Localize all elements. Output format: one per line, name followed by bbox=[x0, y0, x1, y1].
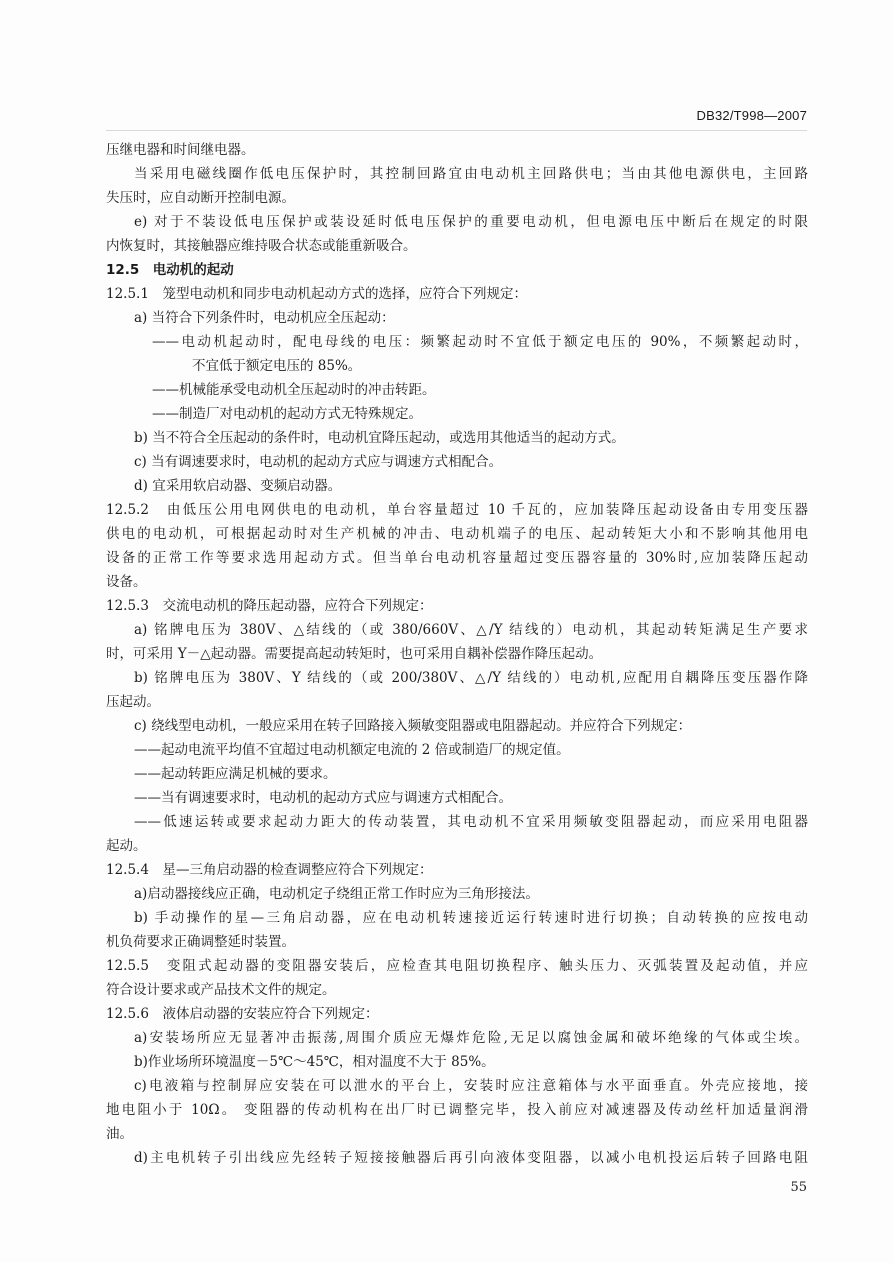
dash-item: ——制造厂对电动机的起动方式无特殊规定。 bbox=[152, 406, 422, 422]
dash-item: ——机械能承受电动机全压起动时的冲击转距。 bbox=[152, 382, 436, 398]
text-line: 失压时，应自动断开控制电源。 bbox=[106, 190, 295, 206]
list-item: b)作业场所环境温度－5℃～45℃，相对温度不大于 85%。 bbox=[134, 1054, 495, 1070]
text-line: 不宜低于额定电压的 85%。 bbox=[192, 358, 362, 374]
list-item: a)安装场所应无显著冲击振荡,周围介质应无爆炸危险,无足以腐蚀金属和破坏绝缘的气体或尘埃。 bbox=[134, 1030, 808, 1046]
text-line: 起动。 bbox=[106, 838, 147, 854]
list-item: a) 当符合下列条件时，电动机应全压起动： bbox=[134, 310, 395, 326]
list-item: c) 当有调速要求时，电动机的起动方式应与调速方式相配合。 bbox=[134, 454, 503, 470]
list-item: b) 铭牌电压为 380V、Y 结线的（或 200/380V、△/Y 结线的）电动机,应配用自耦降压变压器作降 bbox=[134, 670, 808, 686]
text-line: 压起动。 bbox=[106, 694, 160, 710]
text-line: 符合设计要求或产品技术文件的规定。 bbox=[106, 982, 336, 998]
dash-item: ——电动机起动时，配电母线的电压：频繁起动时不宜低于额定电压的 90%，不频繁起动时， bbox=[152, 334, 808, 350]
text-line: 供电的电动机，可根据起动时对生产机械的冲击、电动机端子的电压、起动转矩大小和不影响其他用电 bbox=[106, 526, 808, 542]
clause-line: 12.5.5 变阻式起动器的变阻器安装后，应检查其电阻切换程序、触头压力、灭弧装置及起动值，并应 bbox=[106, 958, 808, 974]
dash-item: ——起动转距应满足机械的要求。 bbox=[134, 766, 337, 782]
text-line: 当采用电磁线圈作低电压保护时，其控制回路宜由电动机主回路供电；当由其他电源供电，主回路 bbox=[134, 166, 808, 182]
list-item: a)启动器接线应正确，电动机定子绕组正常工作时应为三角形接法。 bbox=[134, 886, 539, 902]
text-line: 时，可采用 Y－△起动器。需要提高起动转矩时，也可采用自耦补偿器作降压起动。 bbox=[106, 646, 603, 662]
clause-line: 12.5.4 星—三角启动器的检查调整应符合下列规定： bbox=[106, 862, 433, 878]
section-heading: 12.5 电动机的起动 bbox=[106, 262, 234, 278]
text-line: e) 对于不装设低电压保护或装设延时低电压保护的重要电动机，但电源电压中断后在规定的时限 bbox=[134, 214, 808, 230]
list-item: c) 绕线型电动机，一般应采用在转子回路接入频敏变阻器或电阻器起动。并应符合下列规定： bbox=[134, 718, 692, 734]
document-code: DB32/T998—2007 bbox=[696, 108, 807, 123]
list-item: b) 当不符合全压起动的条件时，电动机宜降压起动，或选用其他适当的起动方式。 bbox=[134, 430, 625, 446]
clause-line: 12.5.1 笼型电动机和同步电动机起动方式的选择，应符合下列规定： bbox=[106, 286, 527, 302]
document-body bbox=[106, 138, 808, 1170]
text-line: 油。 bbox=[106, 1126, 133, 1142]
clause-line: 12.5.2 由低压公用电网供电的电动机，单台容量超过 10 千瓦的，应加装降压起动设备由专用变压器 bbox=[106, 502, 808, 518]
text-line: 设备的正常工作等要求选用起动方式。但当单台电动机容量超过变压器容量的 30%时,应加装降压起动 bbox=[106, 550, 808, 566]
list-item: d)主电机转子引出线应先经转子短接接触器后再引向液体变阻器，以减小电机投运后转子回路电阻 bbox=[134, 1150, 808, 1166]
clause-line: 12.5.3 交流电动机的降压起动器，应符合下列规定： bbox=[106, 598, 433, 614]
dash-item: ——起动电流平均值不宜超过电动机额定电流的 2 倍或制造厂的规定值。 bbox=[134, 742, 570, 758]
text-line: 地电阻小于 10Ω。 变阻器的传动机构在出厂时已调整完毕，投入前应对减速器及传动丝杆加适量润滑 bbox=[106, 1102, 808, 1118]
clause-line: 12.5.6 液体启动器的安装应符合下列规定： bbox=[106, 1006, 379, 1022]
list-item: d) 宜采用软启动器、变频启动器。 bbox=[134, 478, 342, 494]
text-line: 压继电器和时间继电器。 bbox=[106, 142, 255, 158]
header-divider bbox=[106, 130, 807, 131]
list-item: b) 手动操作的星—三角启动器，应在电动机转速接近运行转速时进行切换；自动转换的应按电动 bbox=[134, 910, 808, 926]
text-line: 内恢复时，其接触器应维持吸合状态或能重新吸合。 bbox=[106, 238, 417, 254]
dash-item: ——当有调速要求时，电动机的起动方式应与调速方式相配合。 bbox=[134, 790, 512, 806]
text-line: 机负荷要求正确调整延时装置。 bbox=[106, 934, 295, 950]
list-item: a) 铭牌电压为 380V、△结线的（或 380/660V、△/Y 结线的）电动机，其起动转矩满足生产要求 bbox=[134, 622, 808, 638]
list-item: c)电液箱与控制屏应安装在可以泄水的平台上，安装时应注意箱体与水平面垂直。外壳应接地，接 bbox=[134, 1078, 808, 1094]
page-number: 55 bbox=[790, 1180, 807, 1195]
text-line: 设备。 bbox=[106, 574, 147, 590]
dash-item: ——低速运转或要求起动力距大的传动装置，其电动机不宜采用频敏变阻器起动，而应采用电阻器 bbox=[134, 814, 808, 830]
